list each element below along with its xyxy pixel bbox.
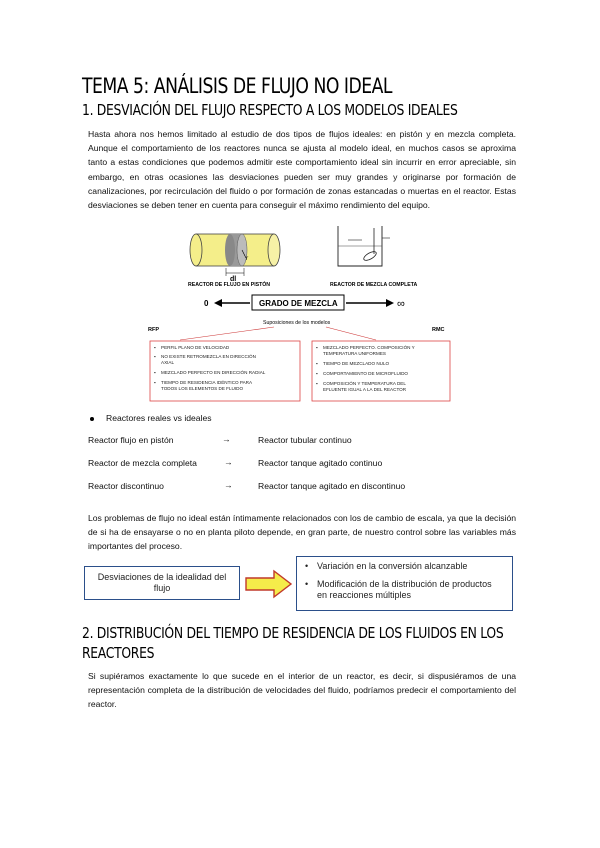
svg-text:▪: ▪ — [316, 345, 318, 350]
rmc-item: COMPORTAMIENTO DE MICROFLUIDO — [323, 371, 408, 376]
svg-text:▪: ▪ — [154, 354, 156, 359]
deviation-diagram — [84, 556, 514, 612]
rfp-item: AXIAL — [161, 360, 175, 365]
rfp-item: TODOS LOS ELEMENTOS DE FLUIDO — [161, 386, 244, 391]
cstr-drawing — [338, 226, 390, 266]
scale-up-paragraph: Los problemas de flujo no ideal están íntimamente relacionados con los de cambio de escala, ya que la decisión de si ha de ensayarse o no en planta piloto depende, en gran parte, de nuestro control sobre las variables más importantes del proceso. — [88, 513, 516, 552]
piston-reactor-label: REACTOR DE FLUJO EN PISTÓN — [188, 282, 271, 288]
rfp-item: TIEMPO DE RESIDENCIA IDÉNTICO PARA — [161, 380, 253, 385]
row-right-2: Reactor tanque agitado continuo — [258, 458, 383, 468]
rfp-item: MEZCLADO PERFECTO EN DIRECCIÓN RADIAL — [161, 370, 266, 375]
section2-paragraph: Si supiéramos exactamente lo que sucede en el interior de un reactor, es decir, si dispusiéramos de una representación completa de la distribución de velocidades del fluido, podríamos predecir el comportamiento del reactor. — [88, 671, 516, 710]
cstr-label: REACTOR DE MEZCLA COMPLETA — [330, 282, 418, 288]
row-left-2: Reactor de mezcla completa — [88, 458, 197, 468]
rmc-item: COMPOSICIÓN Y TEMPERATURA DEL — [323, 381, 406, 386]
rfp-item: NO EXISTE RETROMEZCLA EN DIRECCIÓN — [161, 354, 256, 359]
reactor-figure — [150, 218, 450, 409]
row-arrow-1: → — [222, 434, 231, 444]
section2-heading-line2: REACTORES — [82, 644, 155, 662]
rmc-item: TEMPERATURA UNIFORMES — [323, 351, 386, 356]
rmc-item: MEZCLADO PERFECTO. COMPOSICIÓN Y — [323, 345, 415, 350]
deviation-effect-1: • Variación en la conversión alcanzable — [305, 561, 468, 571]
deviation-effect-2: • Modificación de la distribución de productos en reacciones múltiples — [305, 579, 492, 600]
mixing-degree-label: GRADO DE MEZCLA — [259, 299, 338, 308]
svg-text:▪: ▪ — [316, 371, 318, 376]
rmc-item: TIEMPO DE MEZCLADO NULO — [323, 361, 390, 366]
page-title: TEMA 5: ANÁLISIS DE FLUJO NO IDEAL — [82, 74, 393, 98]
rmc-item: EFLUENTE IGUAL A LA DEL REACTOR — [323, 387, 407, 392]
svg-text:▪: ▪ — [316, 361, 318, 366]
rfp-item: PERFIL PLANO DE VELOCIDAD — [161, 345, 230, 350]
scale-zero: 0 — [204, 299, 209, 308]
reactor-diagram — [150, 218, 450, 404]
deviation-effects-box — [296, 556, 513, 611]
rmc-label: RMC — [432, 327, 445, 333]
svg-text:▪: ▪ — [316, 381, 318, 386]
rfp-label: RFP — [148, 327, 159, 333]
bullet-icon: • — [305, 561, 309, 571]
section1-paragraph: Hasta ahora nos hemos limitado al estudio de dos tipos de flujos ideales: en pistón y en mezcla completa. Aunque el comportamiento de los reactores nunca se ajusta al modelo ideal, en muchos casos se aproxima tanto a estas condiciones que podemos admitir este comportamiento ideal sin incurrir en error apreciable, sin embargo, en otras ocasiones las desviaciones pueden ser muy grandes y originarse por formación de canalizaciones, por recirculación del fluido o por formación de zonas estancadas o muertas en el reactor. Estas desviaciones se deben tener en cuenta para conseguir el máximo rendimiento del equipo. — [88, 129, 516, 211]
svg-text:▪: ▪ — [154, 370, 156, 375]
section2-heading-line1: 2. DISTRIBUCIÓN DEL TIEMPO DE RESIDENCIA DE LOS FLUIDOS EN LOS — [82, 624, 504, 642]
scale-infinity: ∞ — [397, 298, 405, 310]
bullet-icon: • — [305, 579, 309, 589]
section1-heading: 1. DESVIACIÓN DEL FLUJO RESPECTO A LOS MODELOS IDEALES — [82, 101, 458, 119]
bullet-text: Reactores reales vs ideales — [106, 413, 212, 423]
row-right-3: Reactor tanque agitado en discontinuo — [258, 481, 406, 491]
dl-label: dl — [230, 276, 237, 283]
arrow-icon — [246, 570, 292, 598]
piston-reactor-drawing — [190, 234, 280, 283]
deviation-source-box — [84, 566, 240, 600]
row-left-1: Reactor flujo en pistón — [88, 435, 174, 445]
svg-text:▪: ▪ — [154, 380, 156, 385]
row-left-3: Reactor discontinuo — [88, 481, 164, 491]
r-label: r — [246, 256, 248, 262]
svg-text:▪: ▪ — [154, 345, 156, 350]
row-right-1: Reactor tubular continuo — [258, 435, 352, 445]
row-arrow-3: → — [224, 480, 233, 490]
bullet-dot — [90, 417, 94, 421]
assumptions-label: Suposiciones de los modelos — [263, 320, 331, 326]
row-arrow-2: → — [224, 457, 233, 467]
deviation-source-text: Desviaciones de la idealidad del flujo — [97, 572, 227, 593]
bullet-item — [90, 413, 212, 423]
